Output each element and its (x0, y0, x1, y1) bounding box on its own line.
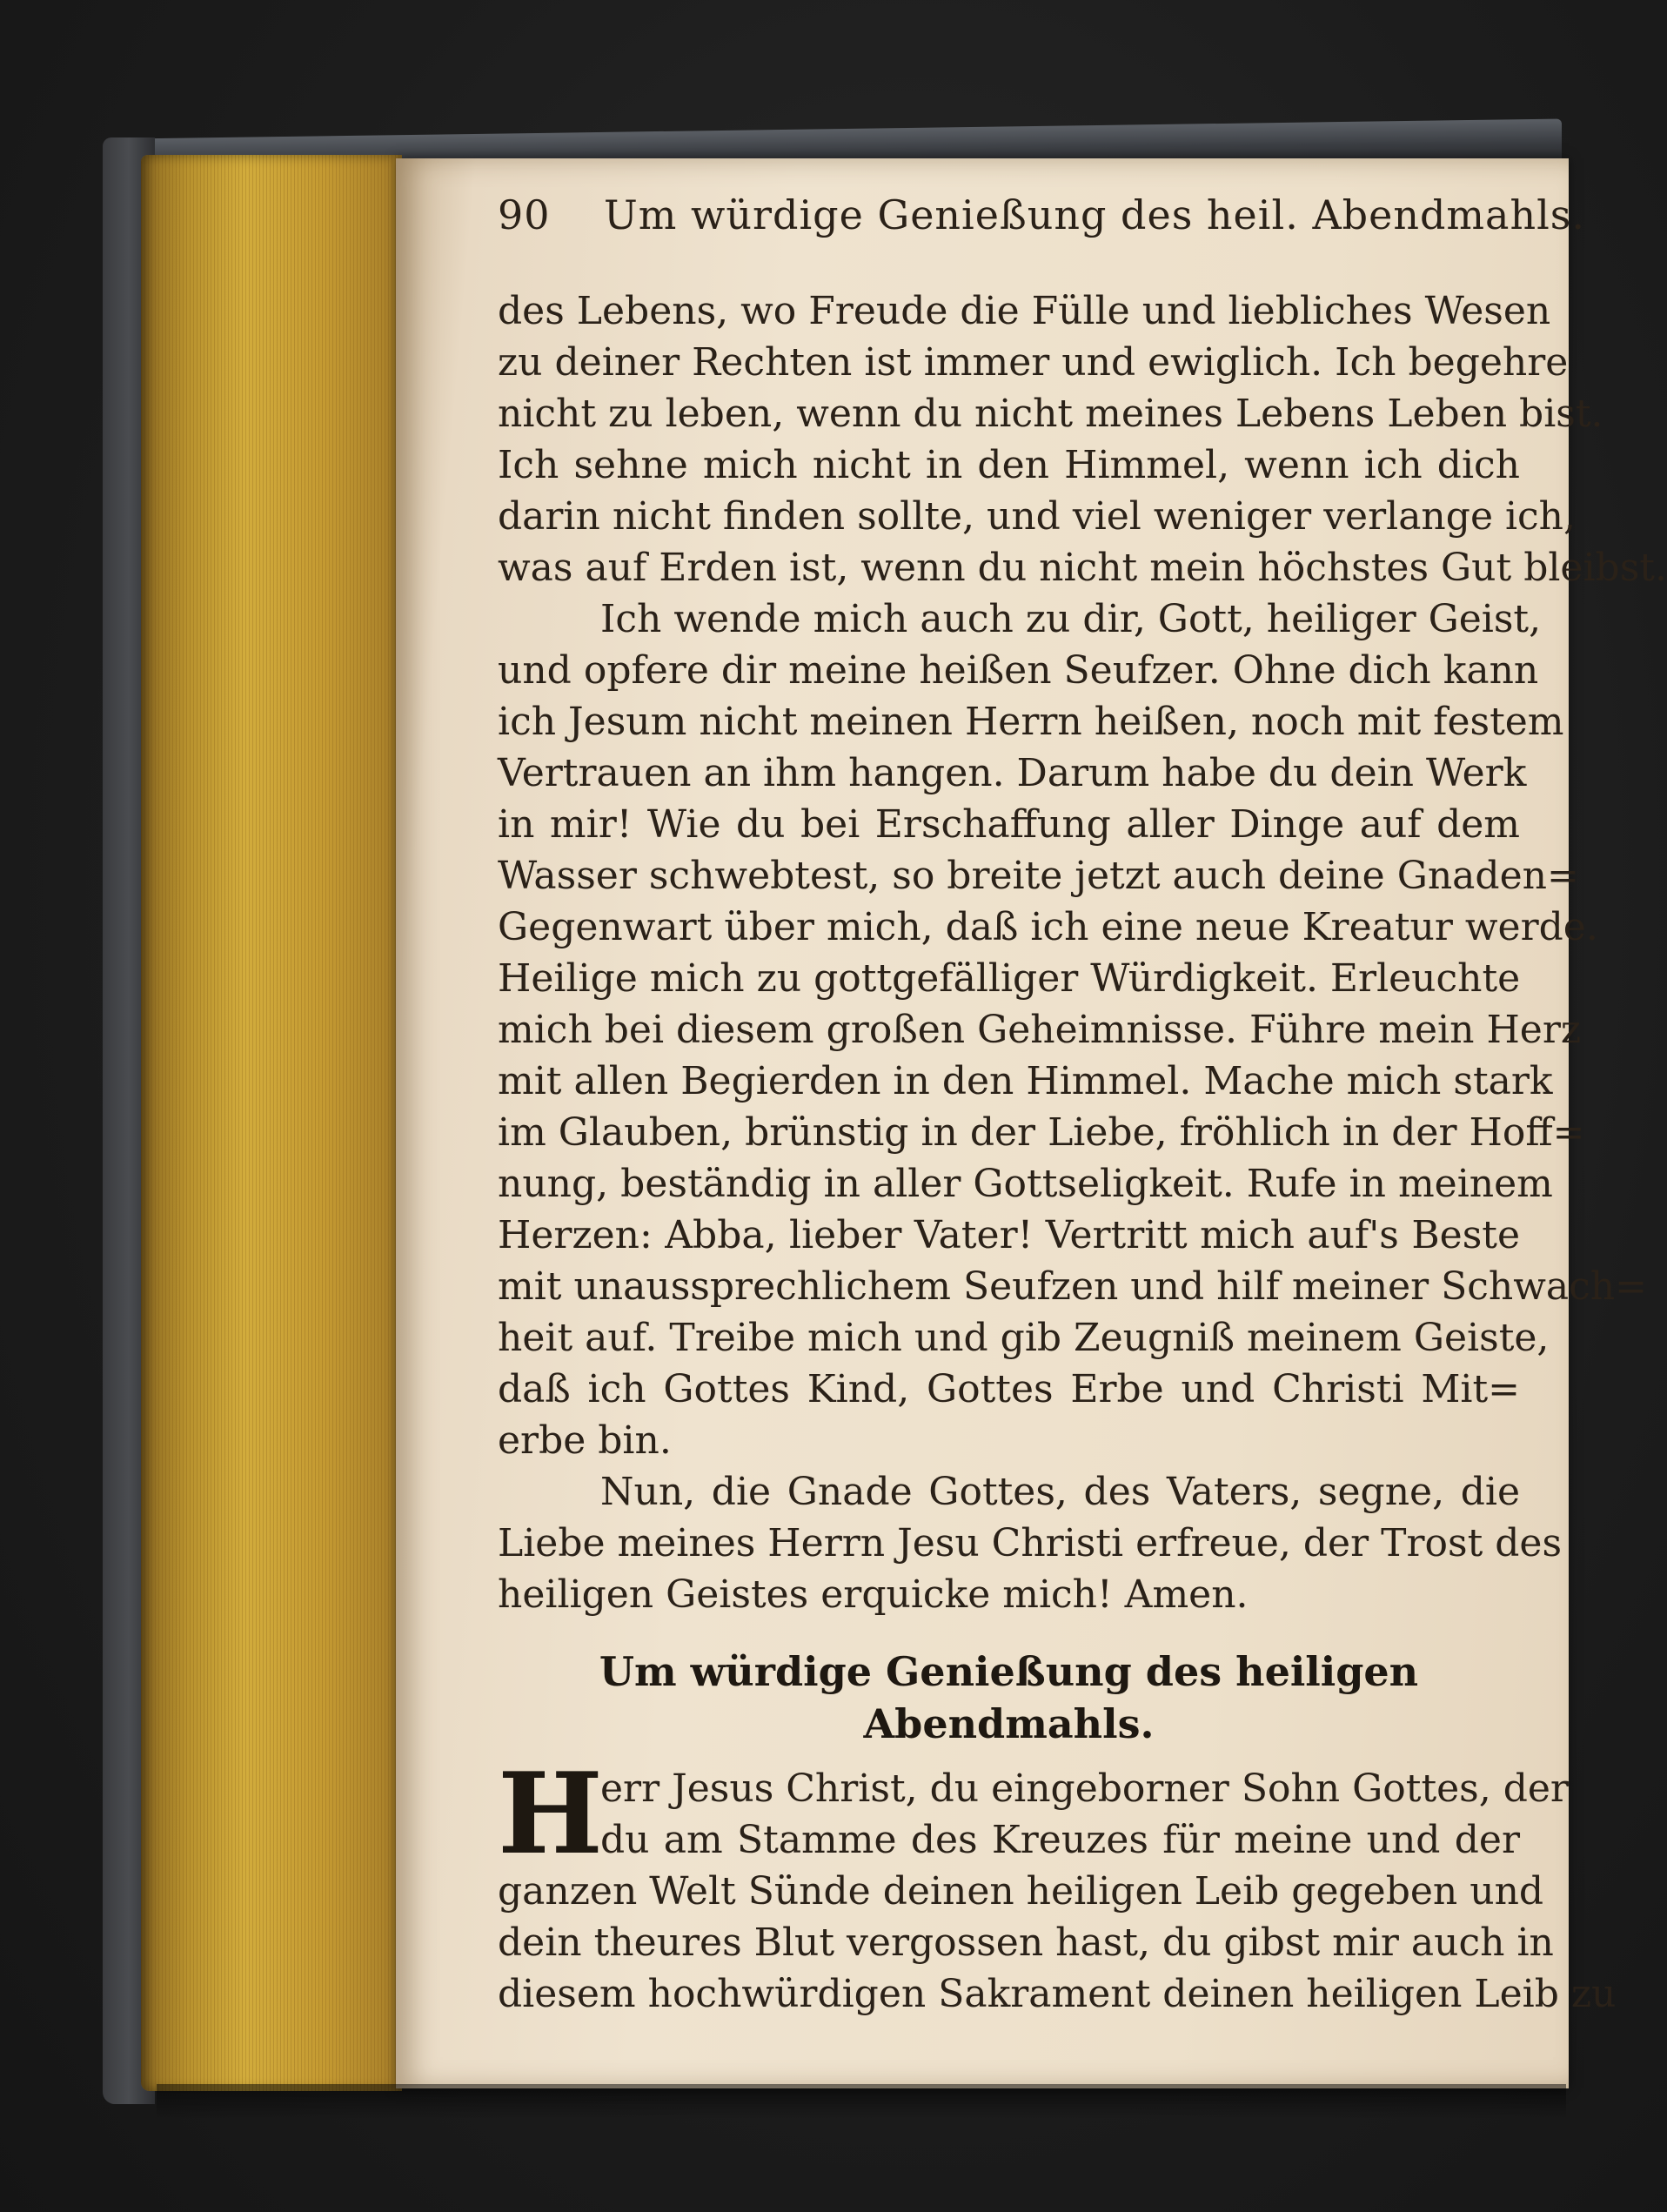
text-line: err Jesus Christ, du eingeborner Sohn Gottes, der (600, 1766, 1569, 1811)
text-line: mich bei diesem großen Geheimnisse. Führe mein Herz (498, 1008, 1582, 1052)
text-line: und opfere dir meine heißen Seufzer. Ohne dich kann (498, 648, 1539, 693)
drop-capital: H (498, 1749, 603, 1880)
section-title-line2: Abendmahls. (863, 1700, 1155, 1747)
text-line: erbe bin. (498, 1418, 672, 1463)
text-line: des Lebens, wo Freude die Fülle und liebliches Wesen (498, 289, 1551, 333)
text-line: ganzen Welt Sünde deinen heiligen Leib gegeben und (498, 1869, 1544, 1914)
text-line: diesem hochwürdigen Sakrament deinen heiligen Leib zu (498, 1972, 1617, 2016)
text-line: Heilige mich zu gottgefälliger Würdigkeit. Erleuchte (498, 956, 1521, 1001)
text-line: mit allen Begierden in den Himmel. Mache mich stark (498, 1059, 1553, 1103)
text-line: zu deiner Rechten ist immer und ewiglich. Ich begehre (498, 340, 1569, 385)
page-edges (141, 155, 402, 2091)
text-line: nicht zu leben, wenn du nicht meines Lebens Leben bist. (498, 392, 1603, 436)
text-line: Ich sehne mich nicht in den Himmel, wenn ich dich (498, 443, 1520, 487)
running-title: Um würdige Genießung des heil. Abendmahls. (604, 191, 1586, 238)
page-shadow (157, 2084, 1566, 2119)
text-line: im Glauben, brünstig in der Liebe, fröhlich in der Hoff= (498, 1110, 1585, 1155)
text-line: daß ich Gottes Kind, Gottes Erbe und Christi Mit= (498, 1367, 1520, 1411)
section-title-line1: Um würdige Genießung des heiligen (599, 1648, 1419, 1695)
text-line: du am Stamme des Kreuzes für meine und der (600, 1818, 1520, 1862)
text-line: Herzen: Abba, lieber Vater! Vertritt mich auf's Beste (498, 1213, 1520, 1257)
text-line: nung, beständig in aller Gottseligkeit. Rufe in meinem (498, 1162, 1553, 1206)
page-header (498, 191, 1586, 249)
page-number: 90 (498, 191, 551, 238)
text-line: dein theures Blut vergossen hast, du gibst mir auch in (498, 1920, 1554, 1965)
text-line: Nun, die Gnade Gottes, des Vaters, segne, die (600, 1470, 1520, 1514)
text-line: Vertrauen an ihm hangen. Darum habe du dein Werk (498, 751, 1527, 795)
text-line: mit unaussprechlichem Seufzen und hilf meiner Schwach= (498, 1264, 1647, 1309)
text-line: ich Jesum nicht meinen Herrn heißen, noch mit festem (498, 700, 1564, 744)
text-line: Wasser schwebtest, so breite jetzt auch deine Gnaden= (498, 854, 1579, 898)
text-line: Liebe meines Herrn Jesu Christi erfreue, der Trost des (498, 1521, 1563, 1565)
text-line: darin nicht finden sollte, und viel weniger verlange ich, (498, 494, 1577, 539)
text-line: Gegenwart über mich, daß ich eine neue Kreatur werde. (498, 905, 1598, 949)
text-line: Ich wende mich auch zu dir, Gott, heiliger Geist, (600, 597, 1542, 641)
text-line: was auf Erden ist, wenn du nicht mein höchstes Gut bleibst. (498, 546, 1667, 590)
text-line: heiligen Geistes erquicke mich! Amen. (498, 1572, 1249, 1617)
text-line: in mir! Wie du bei Erschaffung aller Dinge auf dem (498, 802, 1520, 847)
text-line: heit auf. Treibe mich und gib Zeugniß meinem Geiste, (498, 1316, 1550, 1360)
